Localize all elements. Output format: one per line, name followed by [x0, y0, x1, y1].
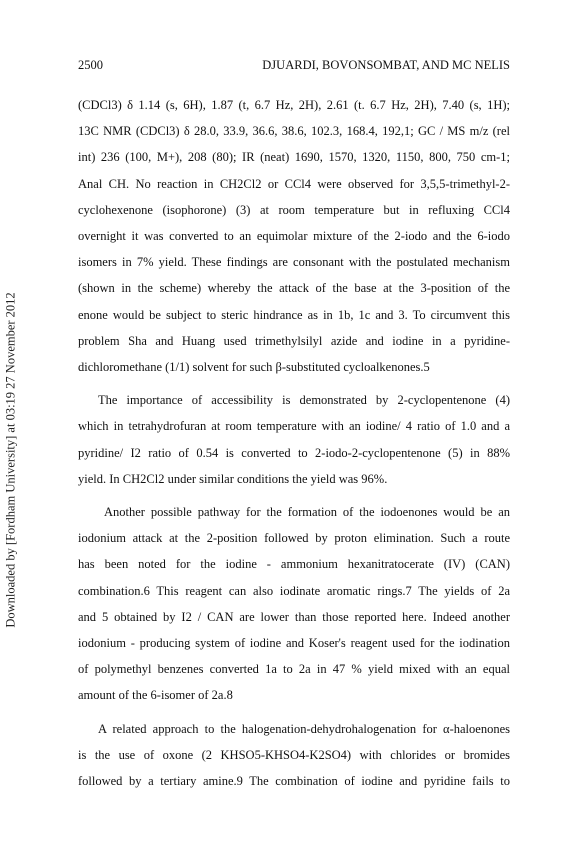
- text-line: overnight it was converted to an equimolar mixture of the 2-iodo and the 6-iodo: [78, 229, 510, 244]
- text-line: followed by a tertiary amine.9 The combination of iodine and pyridine fails to: [78, 774, 510, 789]
- text-line: which in tetrahydrofuran at room temperature with an iodine/ 4 ratio of 1.0 and a: [78, 419, 510, 434]
- download-watermark: [4, 150, 18, 770]
- paragraph-4: [78, 716, 510, 795]
- text-line: (CDCl3) δ 1.14 (s, 6H), 1.87 (t, 6.7 Hz, 2H), 2.61 (t. 6.7 Hz, 2H), 7.40 (s, 1H);: [78, 98, 510, 112]
- page-header: [78, 58, 510, 73]
- text-line: iodonium attack at the 2-position followed by proton elimination. Such a route: [78, 531, 510, 546]
- paragraph-1: [78, 92, 510, 380]
- text-line: problem Sha and Huang used trimethylsilyl azide and iodine in a pyridine-: [78, 333, 510, 348]
- text-line: combination.6 This reagent can also iodinate aromatic rings.7 The yields of 2a: [78, 583, 510, 598]
- text-line: int) 236 (100, M+), 208 (80); IR (neat) 1690, 1570, 1320, 1150, 800, 750 cm-1;: [78, 150, 510, 165]
- text-line: Another possible pathway for the formation of the iodoenones would be an: [104, 505, 510, 520]
- text-line: Anal CH. No reaction in CH2Cl2 or CCl4 were observed for 3,5,5-trimethyl-2-: [78, 176, 510, 191]
- text-line: dichloromethane (1/1) solvent for such β-substituted cycloalkenones.5: [78, 360, 430, 375]
- text-line: enone would be subject to steric hindrance as in 1b, 1c and 3. To circumvent this: [78, 307, 510, 322]
- paragraph-3: [78, 499, 510, 709]
- text-line: yield. In CH2Cl2 under similar conditions the yield was 96%.: [78, 471, 388, 486]
- running-title: DJUARDI, BOVONSOMBAT, AND MC NELIS: [262, 58, 510, 72]
- text-line: iodonium - producing system of iodine and Koser's reagent used for the iodination: [78, 636, 510, 651]
- text-line: has been noted for the iodine - ammonium hexanitratocerate (IV) (CAN): [78, 557, 510, 572]
- text-line: pyridine/ I2 ratio of 0.54 is converted to 2-iodo-2-cyclopentenone (5) in 88%: [78, 445, 510, 460]
- text-line: 13C NMR (CDCl3) δ 28.0, 33.9, 36.6, 38.6, 102.3, 168.4, 192,1; GC / MS m/z (rel: [78, 124, 510, 139]
- download-watermark-text: Downloaded by [Fordham University] at 03:19 27 November 2012: [3, 292, 18, 628]
- text-line: The importance of accessibility is demonstrated by 2-cyclopentenone (4): [98, 393, 510, 408]
- page-number: 2500: [78, 58, 103, 72]
- text-line: and 5 obtained by I2 / CAN are lower than those reported here. Indeed another: [78, 609, 510, 624]
- text-line: isomers in 7% yield. These findings are consonant with the postulated mechanism: [78, 255, 510, 270]
- text-line: (shown in the scheme) whereby the attack of the base at the 3-position of the: [78, 281, 510, 296]
- text-line: A related approach to the halogenation-dehydrohalogenation for α-haloenones: [98, 721, 510, 736]
- article-body: [78, 92, 510, 794]
- text-line: amount of the 6-isomer of 2a.8: [78, 688, 233, 703]
- text-line: is the use of oxone (2 KHSO5-KHSO4-K2SO4) with chlorides or bromides: [78, 747, 510, 762]
- paragraph-2: [78, 387, 510, 492]
- text-line: cyclohexenone (isophorone) (3) at room temperature but in refluxing CCl4: [78, 202, 510, 217]
- text-line: of polymethyl benzenes converted 1a to 2a in 47 % yield mixed with an equal: [78, 662, 510, 677]
